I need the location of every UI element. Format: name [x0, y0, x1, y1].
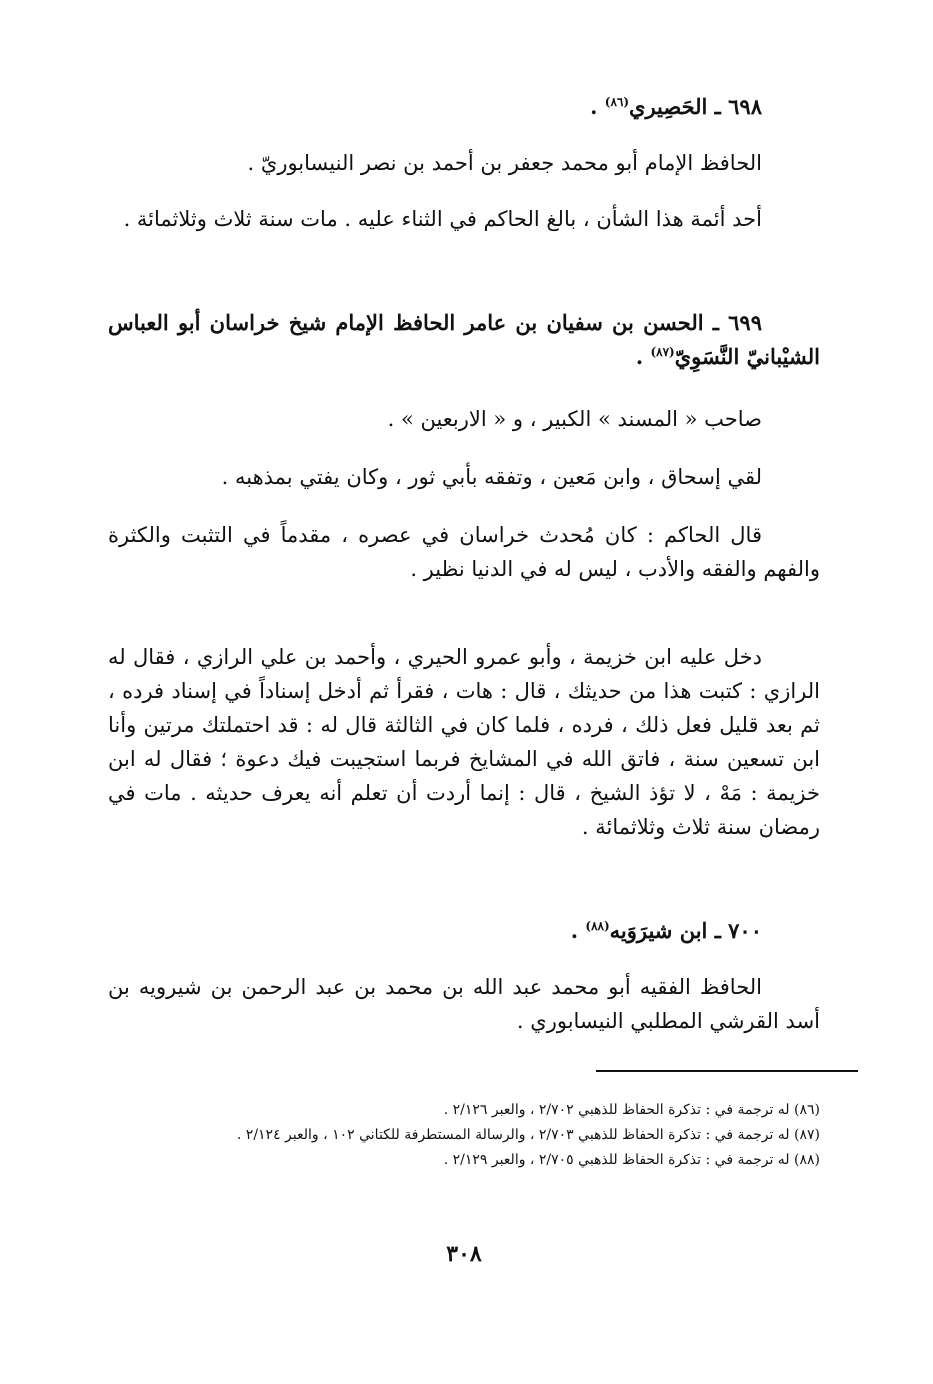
- footnote-ref-88: (٨٨): [585, 919, 610, 933]
- footnote-ref-86: (٨٦): [604, 95, 630, 109]
- footnote-87: (٨٧) له ترجمة في : تذكرة الحفاظ للذهبي ٢/٧٠٣ ، والرسالة المستطرفة للكتاني ١٠٢ ، والعبر ٢/١٢٤ .: [236, 1127, 820, 1143]
- entry-699-anecdote: دخل عليه ابن خزيمة ، وأبو عمرو الحيري ، وأحمد بن علي الرازي ، فقال له الرازي : كتبت هذا من حديثك ، قال : هات ، فقرأ ثم أدخل إسناداً في إسناد فرده ، ثم بعد قليل فعل ذلك ، فرده ، فلما كان في الثالثة قال له : قد احتملتك مرتين وأنا ابن تسعين سنة ، فاتق الله في المشايخ فربما استجيبت فيك دعوة ؛ فقال له ابن خزيمة : مَهْ ، لا تؤذ الشيخ ، قال : إنما أردت أن تعلم أنه يعرف حديثه . مات في رمضان سنة ثلاث وثلاثمائة .: [108, 645, 820, 839]
- footnote-88: (٨٨) له ترجمة في : تذكرة الحفاظ للذهبي ٢/٧٠٥ ، والعبر ٢/١٢٩ .: [443, 1152, 820, 1168]
- page-number: ٣٠٨: [446, 1241, 482, 1267]
- book-page: [108, 78, 820, 1358]
- entry-700-name: الحافظ الفقيه أبو محمد عبد الله بن محمد بن عبد الرحمن بن شيرويه بن أسد القرشي المطلبي النيسابوري .: [108, 975, 820, 1033]
- footnote-ref-87: (٨٧): [650, 345, 675, 359]
- entry-699-heading: ٦٩٩ ـ الحسن بن سفيان بن عامر الحافظ الإمام شيخ خراسان أبو العباس الشيْبانيّ النَّسَوِيّ$^{(٨٧)}$ .: [108, 310, 820, 369]
- footnotes: [108, 1098, 820, 1173]
- footnote-separator: [596, 1070, 858, 1072]
- entry-700-heading: ٧٠٠ ـ ابن شيرَوَيه$^{(٨٨)}$ .: [570, 918, 762, 943]
- entry-698-name: الحافظ الإمام أبو محمد جعفر بن أحمد بن نصر النيسابوريّ .: [247, 151, 762, 175]
- entry-698-heading: ٦٩٨ ـ الحَصِيري$^{(٨٦)}$ .: [590, 94, 762, 119]
- entry-699-works: صاحب « المسند » الكبير ، و « الاربعين » .: [387, 407, 762, 431]
- entry-699-teachers: لقي إسحاق ، وابن مَعين ، وتفقه بأبي ثور ، وكان يفتي بمذهبه .: [221, 465, 762, 489]
- entry-698-bio: أحد أئمة هذا الشأن ، بالغ الحاكم في الثناء عليه . مات سنة ثلاث وثلاثمائة .: [123, 207, 762, 231]
- entry-699-hakim-quote: قال الحاكم : كان مُحدث خراسان في عصره ، مقدماً في التثبت والكثرة والفهم والفقه والأدب ، ليس له في الدنيا نظير .: [108, 523, 820, 581]
- footnote-86: (٨٦) له ترجمة في : تذكرة الحفاظ للذهبي ٢/٧٠٢ ، والعبر ٢/١٢٦ .: [443, 1102, 820, 1118]
